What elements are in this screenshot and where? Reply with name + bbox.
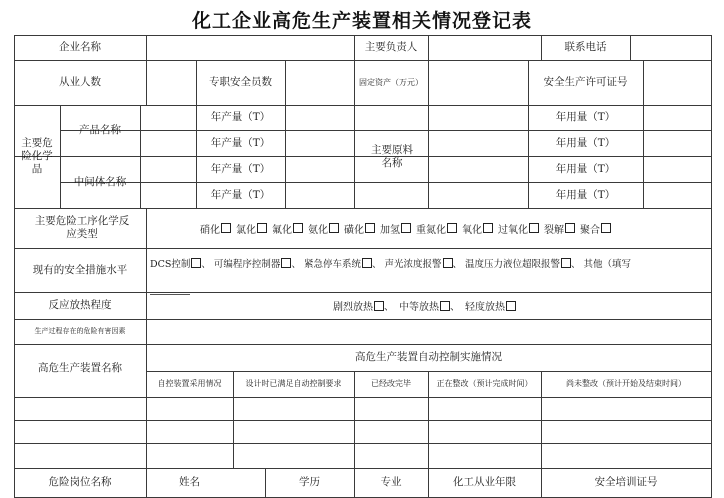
main-person-field[interactable]: [428, 35, 541, 60]
fixed-assets-label: 固定资产（万元）: [359, 77, 423, 87]
enterprise-name-field[interactable]: [146, 35, 354, 60]
hazard-factors-field[interactable]: [146, 319, 711, 344]
post-col-name: 姓名: [179, 476, 200, 488]
staff-count-field[interactable]: [146, 60, 196, 105]
device-col-done: 已经改完毕: [371, 379, 411, 388]
option-diazotization[interactable]: 重氮化: [416, 221, 457, 236]
checkbox[interactable]: [601, 223, 611, 233]
heat-options: [333, 292, 521, 319]
checkbox[interactable]: [561, 258, 571, 268]
checkbox[interactable]: [362, 258, 372, 268]
permit-no-field[interactable]: [643, 60, 711, 105]
checkbox[interactable]: [329, 223, 339, 233]
safety-options: [150, 252, 631, 274]
process-options: [200, 208, 616, 248]
other-fill-line[interactable]: [150, 276, 190, 295]
option-hydrogenation[interactable]: 加氢: [380, 221, 411, 236]
checkbox[interactable]: [281, 258, 291, 268]
checkbox[interactable]: [506, 301, 516, 311]
checkbox[interactable]: [257, 223, 267, 233]
annual-output-label: 年产量（T）: [210, 136, 271, 149]
checkbox[interactable]: [440, 301, 450, 311]
rule: [14, 443, 712, 444]
enterprise-name-label: 企业名称: [59, 41, 101, 53]
safety-measures-label: 现有的安全措施水平: [32, 263, 128, 276]
device-col-not-started: 尚未整改（预计开始及结束时间）: [566, 379, 686, 388]
rule: [428, 105, 429, 208]
option-cracking[interactable]: 裂解: [544, 221, 575, 236]
main-person-label: 主要负责人: [364, 41, 418, 53]
checkbox[interactable]: [221, 223, 231, 233]
checkbox[interactable]: [483, 223, 493, 233]
device-col-in-progress: 正在整改（预计完成时间）: [436, 379, 533, 388]
form-title: 化工企业高危生产装置相关情况登记表: [191, 10, 532, 32]
rule: [14, 420, 712, 421]
intermediate-name-label: 中间体名称: [73, 175, 127, 188]
checkbox[interactable]: [447, 223, 457, 233]
checkbox[interactable]: [293, 223, 303, 233]
post-col-years: 化工从业年限: [453, 476, 516, 488]
annual-usage-label: 年用量（T）: [555, 111, 616, 123]
annual-output-label: 年产量（T）: [210, 111, 271, 123]
hazard-factors-label: 生产过程存在的危险有害因素: [34, 327, 126, 335]
option-dcs[interactable]: DCS控制 、: [150, 259, 211, 270]
annual-usage-label: 年用量（T）: [555, 136, 616, 149]
contact-phone-label: 联系电话: [564, 41, 607, 53]
checkbox[interactable]: [365, 223, 375, 233]
staff-count-label: 从业人数: [59, 76, 101, 88]
checkbox[interactable]: [529, 223, 539, 233]
device-col-designed: 设计时已满足自动控制要求: [245, 379, 342, 388]
process-type-label: 主要危险工序化学反应类型: [34, 215, 130, 240]
device-col-auto: 自控装置采用情况: [157, 379, 222, 388]
option-mild[interactable]: 轻度放热: [465, 298, 516, 313]
annual-output-label: 年产量（T）: [210, 162, 271, 175]
option-moderate[interactable]: 中等放热 、: [399, 302, 460, 313]
option-peroxidation[interactable]: 过氧化: [498, 221, 539, 236]
heat-release-label: 反应放热程度: [48, 299, 112, 311]
safety-staff-field[interactable]: [285, 60, 354, 105]
option-nitration[interactable]: 硝化: [200, 221, 231, 236]
option-polymerization[interactable]: 聚合: [580, 221, 611, 236]
post-col-major: 专业: [380, 476, 402, 488]
annual-output-label: 年产量（T）: [210, 188, 271, 201]
checkbox[interactable]: [374, 301, 384, 311]
option-amination[interactable]: 氨化: [308, 221, 339, 236]
option-other[interactable]: 其他（填写: [583, 259, 632, 270]
rule: [285, 105, 286, 208]
post-col-education: 学历: [299, 476, 320, 488]
rule: [140, 105, 141, 208]
option-oxidation[interactable]: 氧化: [462, 221, 493, 236]
option-sulfonation[interactable]: 磺化: [344, 221, 375, 236]
option-violent[interactable]: 剧烈放热 、: [333, 302, 394, 313]
product-name-label: 产品名称: [79, 124, 121, 136]
rule: [14, 397, 712, 398]
hazchem-group-label: 主要危险化学品: [21, 137, 53, 175]
post-name-label: 危险岗位名称: [48, 476, 112, 488]
option-chlorination[interactable]: 氯化: [236, 221, 267, 236]
checkbox[interactable]: [401, 223, 411, 233]
annual-usage-label: 年用量（T）: [555, 188, 616, 201]
raw-material-label: 主要原料名称: [371, 143, 413, 169]
checkbox[interactable]: [191, 258, 201, 268]
device-name-label: 高危生产装置名称: [38, 362, 122, 374]
checkbox[interactable]: [443, 258, 453, 268]
post-col-training-cert: 安全培训证号: [594, 476, 658, 488]
permit-no-label: 安全生产许可证号: [543, 76, 628, 88]
option-gas-alarm[interactable]: 声光浓度报警 、: [384, 259, 463, 270]
rule: [354, 35, 355, 208]
option-fluorination[interactable]: 氟化: [272, 221, 303, 236]
option-limit-alarm[interactable]: 温度压力液位超限报警 、: [465, 259, 581, 270]
option-esd[interactable]: 紧急停车系统 、: [303, 259, 382, 270]
option-plc[interactable]: 可编程序控制器 、: [213, 259, 301, 270]
safety-staff-label: 专职安全员数: [209, 76, 272, 88]
checkbox[interactable]: [565, 223, 575, 233]
contact-phone-field[interactable]: [630, 35, 711, 60]
device-control-header: 高危生产装置自动控制实施情况: [355, 351, 502, 363]
fixed-assets-field[interactable]: [428, 60, 528, 105]
annual-usage-label: 年用量（T）: [555, 162, 616, 175]
